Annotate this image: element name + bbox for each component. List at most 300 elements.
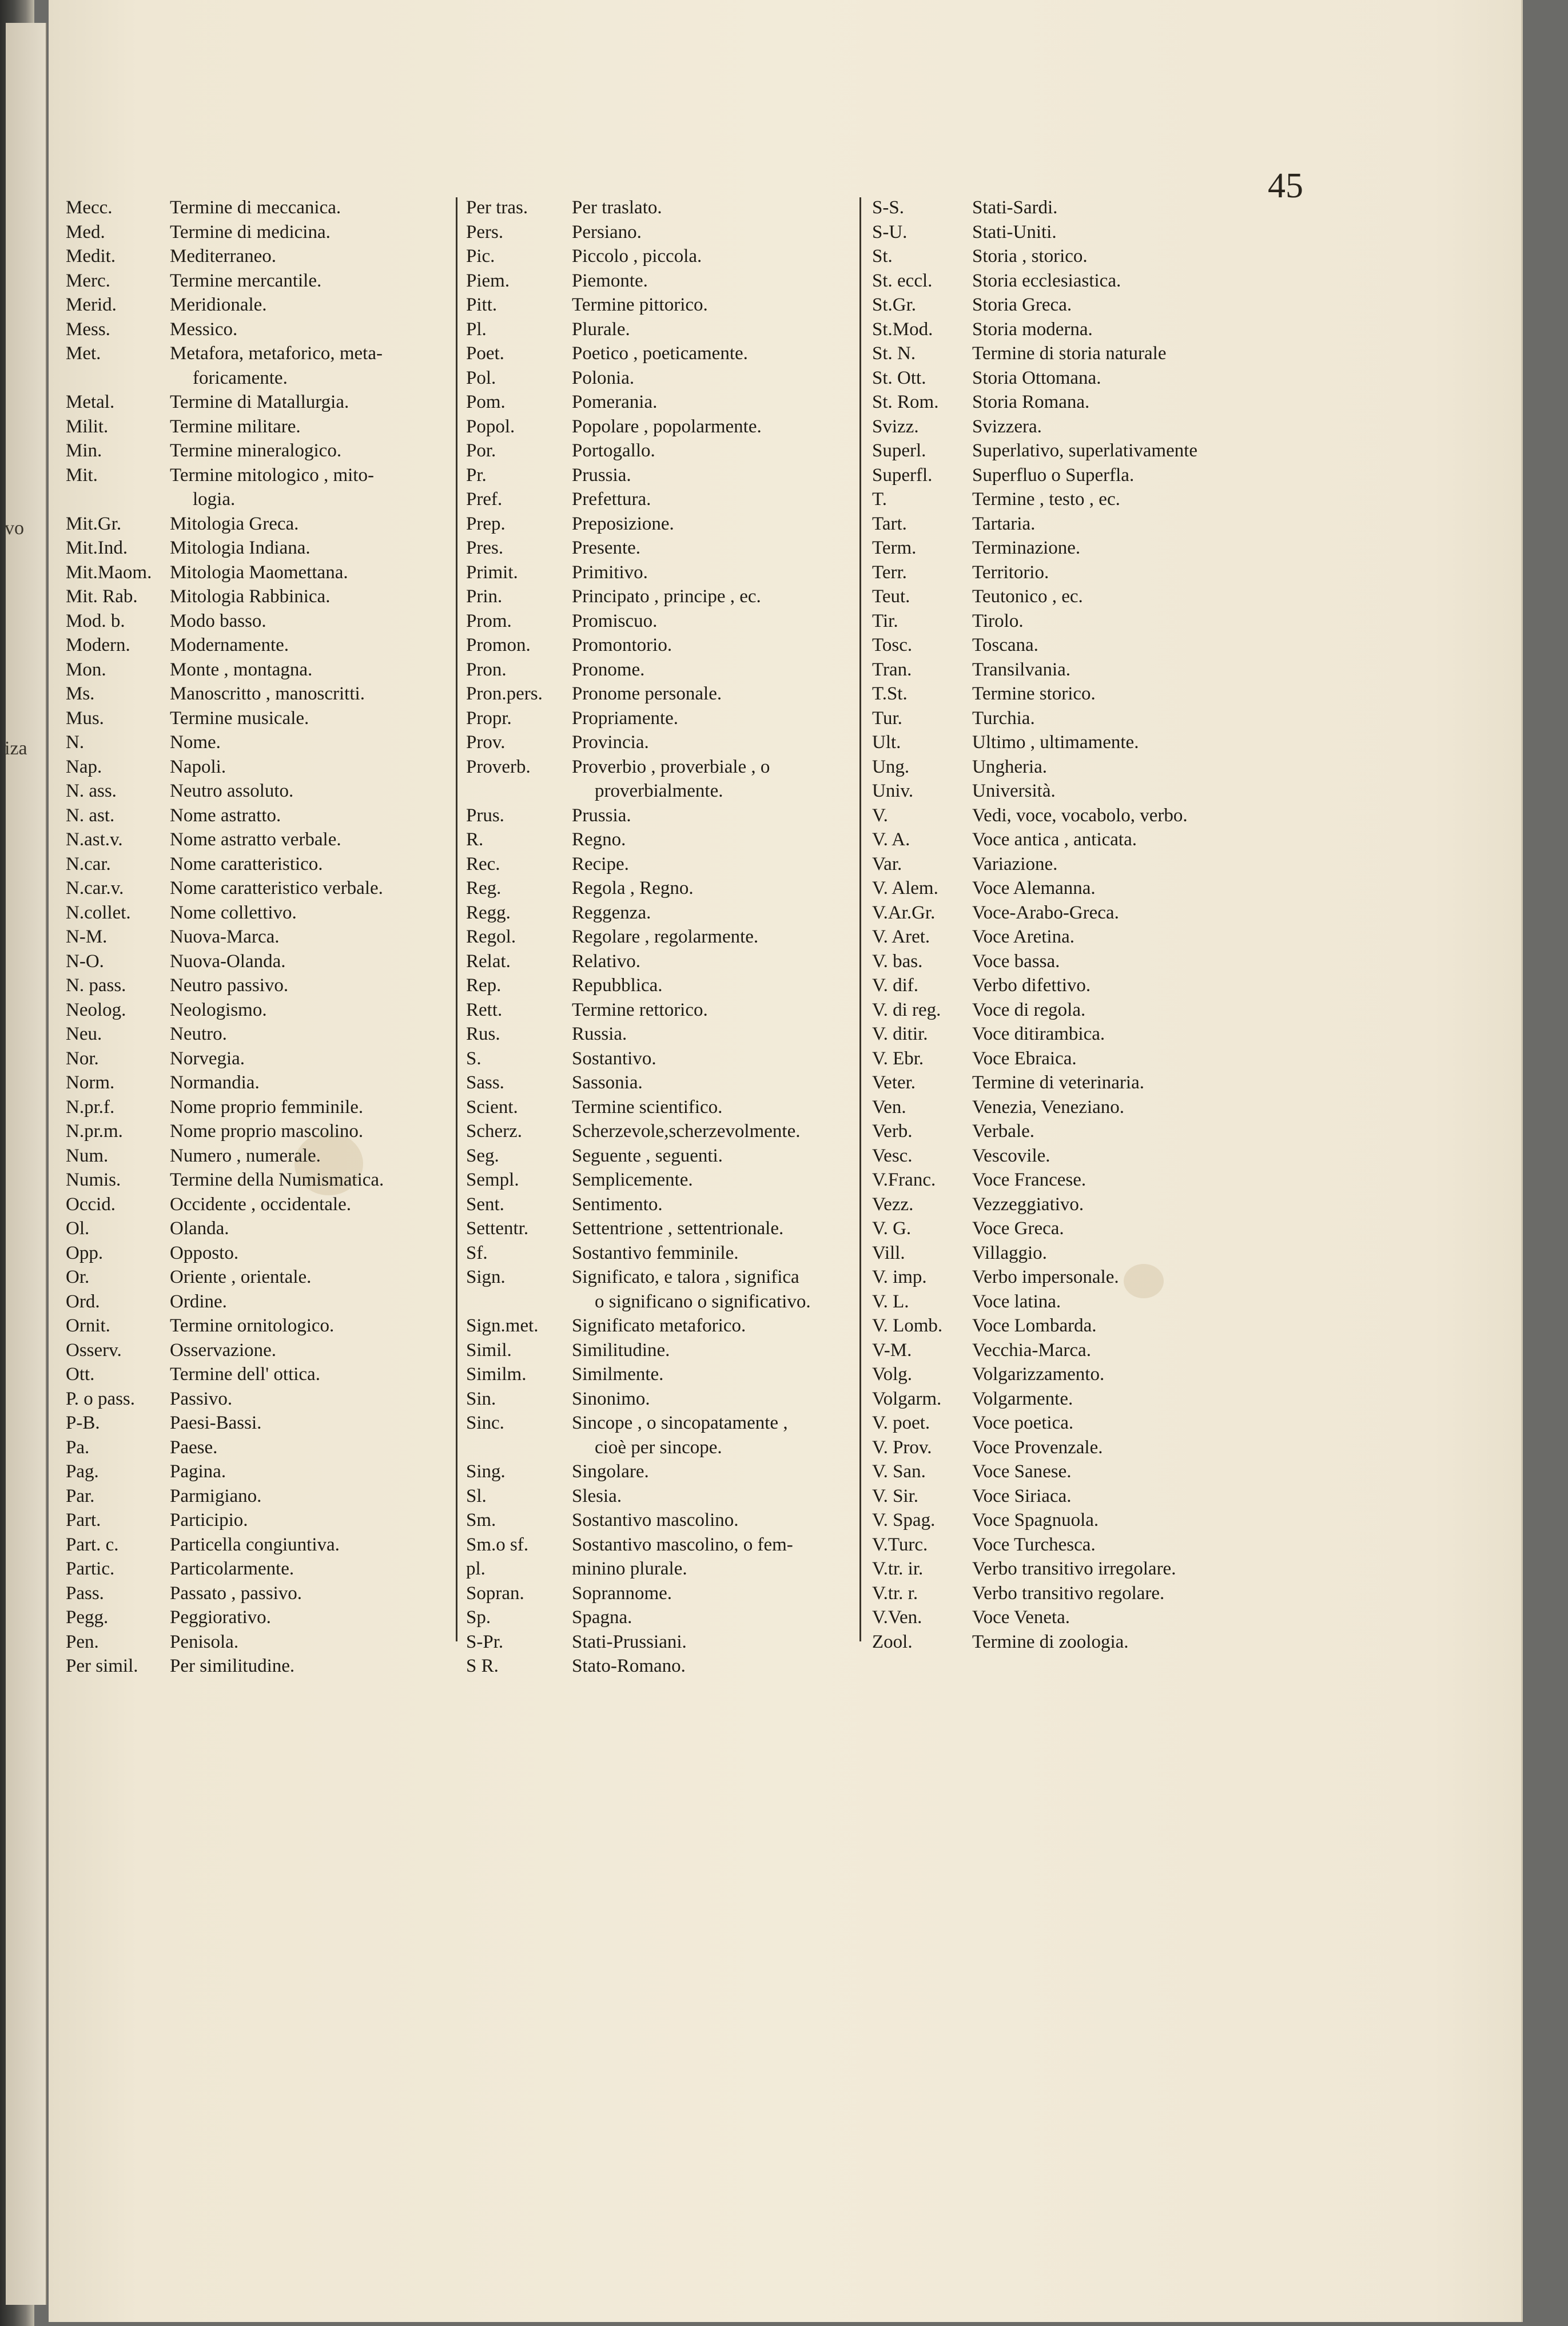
abbreviation-entry xyxy=(872,319,1318,344)
abbreviation-entry xyxy=(872,781,1318,805)
abbreviation: Sopran. xyxy=(466,1583,524,1604)
definition: Passato , passivo. xyxy=(170,1583,302,1604)
abbreviation: V.Ven. xyxy=(872,1607,922,1628)
abbreviation-entry xyxy=(466,197,906,222)
abbreviation-entry xyxy=(66,1291,460,1316)
definition: Voce Veneta. xyxy=(972,1607,1070,1628)
abbreviation: Pitt. xyxy=(466,295,498,315)
abbreviation: Mecc. xyxy=(66,197,113,218)
abbreviation: Reg. xyxy=(466,878,502,898)
definition: Similitudine. xyxy=(572,1339,670,1361)
definition: Meridionale. xyxy=(170,295,267,315)
abbreviation-entry xyxy=(66,392,460,416)
definition: Termine di zoologia. xyxy=(972,1631,1129,1652)
abbreviation: N. ast. xyxy=(66,805,115,826)
abbreviation-entry xyxy=(466,1461,906,1486)
abbreviation: Pegg. xyxy=(66,1607,109,1628)
abbreviation-entry xyxy=(66,1340,460,1365)
definition: Repubblica. xyxy=(572,975,663,996)
abbreviation-entry xyxy=(872,343,1318,368)
definition: Particella congiuntiva. xyxy=(170,1534,340,1555)
definition: Piccolo , piccola. xyxy=(572,246,702,267)
abbreviation-entry xyxy=(466,1607,906,1632)
definition: Nome caratteristico verbale. xyxy=(170,878,383,898)
definition: Variazione. xyxy=(972,853,1058,874)
abbreviation: V.tr. ir. xyxy=(872,1558,924,1579)
definition: cioè per sincope. xyxy=(595,1437,722,1458)
definition: Sostantivo mascolino. xyxy=(572,1510,739,1530)
abbreviation-entry xyxy=(466,878,906,902)
definition: Termine di Matallurgia. xyxy=(170,392,349,412)
abbreviation: Sign. xyxy=(466,1267,506,1287)
abbreviation-entry xyxy=(872,732,1318,757)
abbreviation: V. bas. xyxy=(872,951,923,972)
abbreviation-entry xyxy=(66,878,460,902)
abbreviation-entry xyxy=(872,489,1318,514)
abbreviation-entry xyxy=(66,1097,460,1122)
abbreviation: P-B. xyxy=(66,1413,100,1433)
abbreviation-entry xyxy=(872,1340,1318,1365)
abbreviation-entry xyxy=(466,951,906,976)
definition: Soprannome. xyxy=(572,1583,672,1604)
abbreviation: T.St. xyxy=(872,683,908,704)
definition: Particolarmente. xyxy=(170,1558,295,1579)
abbreviation: St.Mod. xyxy=(872,319,933,340)
definition: Neutro. xyxy=(170,1024,227,1044)
abbreviation-entry xyxy=(66,1000,460,1024)
abbreviation-entry xyxy=(66,1534,460,1559)
abbreviation-entry xyxy=(872,683,1318,708)
abbreviation: Piem. xyxy=(466,270,510,291)
abbreviation: Propr. xyxy=(466,707,512,729)
abbreviation: Pic. xyxy=(466,246,495,267)
definition: Stato-Romano. xyxy=(572,1656,686,1676)
abbreviation-entry xyxy=(466,1558,906,1583)
abbreviation-entry xyxy=(466,611,906,635)
abbreviation-entry xyxy=(466,1413,906,1437)
abbreviation: Pres. xyxy=(466,538,504,558)
definition: Voce latina. xyxy=(972,1291,1061,1312)
definition: Prussia. xyxy=(572,805,631,826)
abbreviation: Scient. xyxy=(466,1096,518,1118)
abbreviation-entry xyxy=(466,222,906,246)
abbreviation: N.pr.m. xyxy=(66,1121,123,1142)
definition: Termine di veterinaria. xyxy=(972,1072,1144,1093)
definition: Termine rettorico. xyxy=(572,999,708,1020)
definition: Regolare , regolarmente. xyxy=(572,927,759,947)
definition: Storia Greca. xyxy=(972,295,1072,315)
definition: Venezia, Veneziano. xyxy=(972,1096,1125,1118)
column-rule xyxy=(456,197,457,1641)
definition: logia. xyxy=(193,489,236,510)
abbreviation-entry xyxy=(66,222,460,246)
definition: Preposizione. xyxy=(572,513,674,534)
definition: Pagina. xyxy=(170,1461,226,1482)
abbreviation: Ol. xyxy=(66,1218,90,1239)
definition: Semplicemente. xyxy=(572,1170,693,1190)
abbreviation-entry xyxy=(872,659,1318,684)
abbreviation-entry xyxy=(872,1024,1318,1048)
abbreviation: St. Ott. xyxy=(872,367,926,388)
abbreviation-entry xyxy=(872,951,1318,976)
abbreviation: V. Ebr. xyxy=(872,1048,924,1069)
abbreviation-entry xyxy=(872,1607,1318,1632)
definition: Spagna. xyxy=(572,1607,632,1628)
abbreviation-entry xyxy=(872,611,1318,635)
abbreviation: V. poet. xyxy=(872,1413,930,1433)
abbreviation: S. xyxy=(466,1048,481,1069)
abbreviation-entry xyxy=(872,1048,1318,1073)
definition: Primitivo. xyxy=(572,562,648,583)
abbreviation: Sin. xyxy=(466,1388,496,1409)
definition: Sostantivo femminile. xyxy=(572,1242,739,1263)
abbreviation: Per simil. xyxy=(66,1656,138,1676)
abbreviation: Pr. xyxy=(466,464,487,486)
abbreviation-entry xyxy=(466,635,906,659)
definition: Relativo. xyxy=(572,951,641,972)
abbreviation: Sm.o sf. xyxy=(466,1534,529,1555)
abbreviation: Rett. xyxy=(466,999,503,1020)
abbreviation-entry xyxy=(466,1048,906,1073)
abbreviation-entry xyxy=(872,416,1318,441)
definition: Similmente. xyxy=(572,1364,664,1385)
definition: Norvegia. xyxy=(170,1048,245,1069)
definition: Neologismo. xyxy=(170,999,267,1020)
definition: Nome proprio femminile. xyxy=(170,1096,364,1118)
abbreviation-entry xyxy=(466,732,906,757)
abbreviation: V. L. xyxy=(872,1291,909,1312)
abbreviation-entry xyxy=(872,708,1318,733)
abbreviation: Zool. xyxy=(872,1631,913,1652)
abbreviation-entry xyxy=(466,1534,906,1559)
definition: Oriente , orientale. xyxy=(170,1267,312,1287)
abbreviation-column-3 xyxy=(872,197,1318,1656)
abbreviation-entry xyxy=(872,246,1318,271)
abbreviation-entry xyxy=(872,1072,1318,1097)
definition: Termine di meccanica. xyxy=(170,197,341,218)
definition: Nome caratteristico. xyxy=(170,853,323,874)
definition: Poetico , poeticamente. xyxy=(572,343,748,364)
abbreviation: Promon. xyxy=(466,635,531,655)
abbreviation-entry xyxy=(466,927,906,951)
definition: Metafora, metaforico, meta- xyxy=(170,343,383,364)
definition: Polonia. xyxy=(572,367,635,388)
abbreviation: N.ast.v. xyxy=(66,829,123,850)
abbreviation-entry xyxy=(66,829,460,854)
abbreviation: St. xyxy=(872,246,893,267)
definition: Termine mitologico , mito- xyxy=(170,464,374,486)
abbreviation-entry xyxy=(66,757,460,781)
abbreviation-entry xyxy=(466,1121,906,1146)
abbreviation: Merid. xyxy=(66,295,117,315)
abbreviation-entry xyxy=(872,902,1318,927)
abbreviation-entry xyxy=(872,465,1318,490)
abbreviation: Prov. xyxy=(466,732,506,753)
definition: Termine mineralogico. xyxy=(170,440,342,461)
abbreviation-entry xyxy=(872,805,1318,830)
definition: Transilvania. xyxy=(972,659,1071,680)
definition: Pronome. xyxy=(572,659,645,680)
abbreviation-entry xyxy=(66,1072,460,1097)
abbreviation-entry xyxy=(66,440,460,465)
abbreviation: N.collet. xyxy=(66,902,131,923)
abbreviation-entry xyxy=(872,757,1318,781)
abbreviation-entry xyxy=(466,1000,906,1024)
abbreviation-entry xyxy=(66,514,460,538)
definition: Voce Ebraica. xyxy=(972,1048,1077,1069)
abbreviation: N-M. xyxy=(66,927,108,947)
definition: Neutro assoluto. xyxy=(170,781,294,801)
definition: Sostantivo mascolino, o fem- xyxy=(572,1534,793,1555)
abbreviation-entry xyxy=(466,295,906,319)
abbreviation-entry xyxy=(66,1024,460,1048)
definition: Nome astratto. xyxy=(170,805,281,826)
abbreviation-entry xyxy=(872,562,1318,587)
abbreviation-entry xyxy=(66,1315,460,1340)
definition: Voce Lombarda. xyxy=(972,1315,1097,1336)
abbreviation: Pers. xyxy=(466,221,504,242)
abbreviation-entry xyxy=(66,1218,460,1243)
abbreviation-entry xyxy=(66,1632,460,1656)
definition: Volgarizzamento. xyxy=(972,1364,1105,1385)
abbreviation-entry xyxy=(66,1461,460,1486)
abbreviation-entry xyxy=(66,1170,460,1194)
abbreviation-entry xyxy=(66,1437,460,1462)
abbreviation: Tran. xyxy=(872,659,912,680)
abbreviation-entry xyxy=(466,1315,906,1340)
definition: Prussia. xyxy=(572,464,631,486)
abbreviation: Rus. xyxy=(466,1024,500,1044)
abbreviation-entry xyxy=(872,440,1318,465)
abbreviation-entry xyxy=(466,757,906,781)
abbreviation: Vesc. xyxy=(872,1145,913,1166)
abbreviation: S-Pr. xyxy=(466,1631,504,1652)
definition: Settentrione , settentrionale. xyxy=(572,1218,784,1239)
definition: Voce ditirambica. xyxy=(972,1024,1105,1044)
definition: Voce Provenzale. xyxy=(972,1437,1103,1458)
abbreviation-entry xyxy=(466,1194,906,1219)
abbreviation-entry xyxy=(66,732,460,757)
abbreviation: Term. xyxy=(872,538,917,558)
definition: Mitologia Rabbinica. xyxy=(170,586,331,607)
abbreviation: V. imp. xyxy=(872,1267,927,1287)
abbreviation-entry xyxy=(872,368,1318,392)
abbreviation: Sinc. xyxy=(466,1413,504,1433)
abbreviation: Mus. xyxy=(66,707,104,729)
abbreviation-entry xyxy=(66,197,460,222)
definition: Vezzeggiativo. xyxy=(972,1194,1084,1215)
definition: Voce Siriaca. xyxy=(972,1485,1072,1506)
definition: Portogallo. xyxy=(572,440,655,461)
abbreviation: Tir. xyxy=(872,610,898,631)
definition: Provincia. xyxy=(572,732,649,753)
abbreviation-entry xyxy=(872,1558,1318,1583)
abbreviation-entry xyxy=(466,1364,906,1389)
abbreviation: S-S. xyxy=(872,197,904,218)
abbreviation-entry xyxy=(466,659,906,684)
definition: Verbale. xyxy=(972,1121,1035,1142)
abbreviation: Verb. xyxy=(872,1121,913,1142)
abbreviation: Volg. xyxy=(872,1364,912,1385)
abbreviation-entry xyxy=(872,854,1318,878)
definition: Termine della Numismatica. xyxy=(170,1170,384,1190)
abbreviation: Superfl. xyxy=(872,464,933,486)
abbreviation: Pass. xyxy=(66,1583,104,1604)
definition: Storia , storico. xyxy=(972,246,1088,267)
margin-fragment: iza xyxy=(5,738,27,759)
abbreviation-entry xyxy=(872,514,1318,538)
abbreviation-entry xyxy=(466,829,906,854)
abbreviation-entry xyxy=(872,1218,1318,1243)
definition: Verbo transitivo irregolare. xyxy=(972,1558,1176,1579)
definition: Termine ornitologico. xyxy=(170,1315,335,1336)
abbreviation-entry xyxy=(872,1267,1318,1291)
definition: o significano o significativo. xyxy=(595,1291,811,1312)
abbreviation-entry xyxy=(66,1267,460,1291)
definition: Normandia. xyxy=(170,1072,260,1093)
definition: foricamente. xyxy=(193,367,288,388)
abbreviation: Ven. xyxy=(872,1096,906,1118)
abbreviation-entry xyxy=(66,1048,460,1073)
definition: Ordine. xyxy=(170,1291,227,1312)
abbreviation: St. eccl. xyxy=(872,270,933,291)
definition: Monte , montagna. xyxy=(170,659,313,680)
abbreviation-entry xyxy=(66,1607,460,1632)
abbreviation: Prin. xyxy=(466,586,503,607)
definition: Ultimo , ultimamente. xyxy=(972,732,1139,753)
abbreviation-entry xyxy=(872,1486,1318,1510)
abbreviation: Pen. xyxy=(66,1631,99,1652)
definition: Turchia. xyxy=(972,707,1035,729)
definition: Slesia. xyxy=(572,1485,622,1506)
abbreviation-entry xyxy=(66,343,460,368)
abbreviation: V.Turc. xyxy=(872,1534,928,1555)
abbreviation-entry xyxy=(872,1121,1318,1146)
abbreviation: Sent. xyxy=(466,1194,504,1215)
abbreviation-entry xyxy=(466,1486,906,1510)
definition: Penisola. xyxy=(170,1631,239,1652)
abbreviation-entry xyxy=(466,781,906,805)
abbreviation: Pa. xyxy=(66,1437,90,1458)
abbreviation-entry xyxy=(872,1291,1318,1316)
definition: Manoscritto , manoscritti. xyxy=(170,683,365,704)
abbreviation-entry xyxy=(466,514,906,538)
abbreviation: Relat. xyxy=(466,951,511,972)
abbreviation: St. N. xyxy=(872,343,916,364)
definition: Svizzera. xyxy=(972,416,1042,437)
abbreviation: R. xyxy=(466,829,484,850)
definition: Volgarmente. xyxy=(972,1388,1073,1409)
abbreviation: Med. xyxy=(66,221,105,242)
abbreviation: Sing. xyxy=(466,1461,506,1482)
abbreviation: N-O. xyxy=(66,951,104,972)
definition: Nuova-Marca. xyxy=(170,927,280,947)
margin-fragment: vo xyxy=(5,518,24,539)
abbreviation: Teut. xyxy=(872,586,910,607)
abbreviation-entry xyxy=(872,295,1318,319)
definition: Peggiorativo. xyxy=(170,1607,271,1628)
abbreviation-entry xyxy=(66,1558,460,1583)
definition: Nuova-Olanda. xyxy=(170,951,286,972)
abbreviation-entry xyxy=(872,1534,1318,1559)
definition: Mitologia Greca. xyxy=(170,513,299,534)
definition: Voce Francese. xyxy=(972,1170,1087,1190)
abbreviation: Mit.Maom. xyxy=(66,562,152,583)
abbreviation: Mess. xyxy=(66,319,110,340)
abbreviation-entry xyxy=(66,902,460,927)
abbreviation: Mit. xyxy=(66,464,98,486)
abbreviation-entry xyxy=(466,805,906,830)
abbreviation: Seg. xyxy=(466,1145,499,1166)
definition: Popolare , popolarmente. xyxy=(572,416,762,437)
definition: Sentimento. xyxy=(572,1194,663,1215)
abbreviation: Pag. xyxy=(66,1461,99,1482)
abbreviation: Sp. xyxy=(466,1607,491,1628)
abbreviation: N. xyxy=(66,732,85,753)
abbreviation: Por. xyxy=(466,440,496,461)
definition: Nome collettivo. xyxy=(170,902,297,923)
definition: Sostantivo. xyxy=(572,1048,656,1069)
abbreviation-entry xyxy=(66,854,460,878)
definition: Termine storico. xyxy=(972,683,1096,704)
page-number: 45 xyxy=(1268,166,1303,205)
abbreviation-entry xyxy=(872,1097,1318,1122)
abbreviation-entry xyxy=(66,1364,460,1389)
abbreviation-entry xyxy=(66,635,460,659)
abbreviation: Part. xyxy=(66,1510,101,1530)
abbreviation: N.car.v. xyxy=(66,878,124,898)
definition: Università. xyxy=(972,781,1056,801)
definition: Stati-Sardi. xyxy=(972,197,1058,218)
abbreviation-entry xyxy=(66,416,460,441)
abbreviation: Similm. xyxy=(466,1364,527,1385)
abbreviation-entry xyxy=(466,1389,906,1413)
abbreviation: Ord. xyxy=(66,1291,100,1312)
abbreviation: T. xyxy=(872,489,887,510)
abbreviation-entry xyxy=(872,1243,1318,1267)
abbreviation-entry xyxy=(66,246,460,271)
abbreviation: V. A. xyxy=(872,829,910,850)
abbreviation-entry xyxy=(66,538,460,562)
definition: Propriamente. xyxy=(572,707,679,729)
abbreviation: Prep. xyxy=(466,513,506,534)
abbreviation: Veter. xyxy=(872,1072,916,1093)
definition: Regola , Regno. xyxy=(572,878,694,898)
abbreviation-entry xyxy=(466,1146,906,1170)
abbreviation: Popol. xyxy=(466,416,515,437)
abbreviation-entry xyxy=(66,1121,460,1146)
definition: Mediterraneo. xyxy=(170,246,276,267)
definition: Seguente , seguenti. xyxy=(572,1145,723,1166)
definition: Verbo difettivo. xyxy=(972,975,1091,996)
abbreviation-entry xyxy=(466,1291,906,1316)
definition: Numero , numerale. xyxy=(170,1145,321,1166)
abbreviation-entry xyxy=(466,271,906,295)
definition: Termine dell' ottica. xyxy=(170,1364,320,1385)
abbreviation-entry xyxy=(466,416,906,441)
definition: Scherzevole,scherzevolmente. xyxy=(572,1121,801,1142)
abbreviation-entry xyxy=(466,465,906,490)
abbreviation-entry xyxy=(466,1097,906,1122)
abbreviation-entry xyxy=(66,927,460,951)
abbreviation-entry xyxy=(466,562,906,587)
abbreviation-entry xyxy=(66,271,460,295)
abbreviation-entry xyxy=(66,1243,460,1267)
definition: Voce poetica. xyxy=(972,1413,1074,1433)
definition: Tartaria. xyxy=(972,513,1036,534)
abbreviation: Mod. b. xyxy=(66,610,125,631)
definition: Mitologia Indiana. xyxy=(170,538,311,558)
